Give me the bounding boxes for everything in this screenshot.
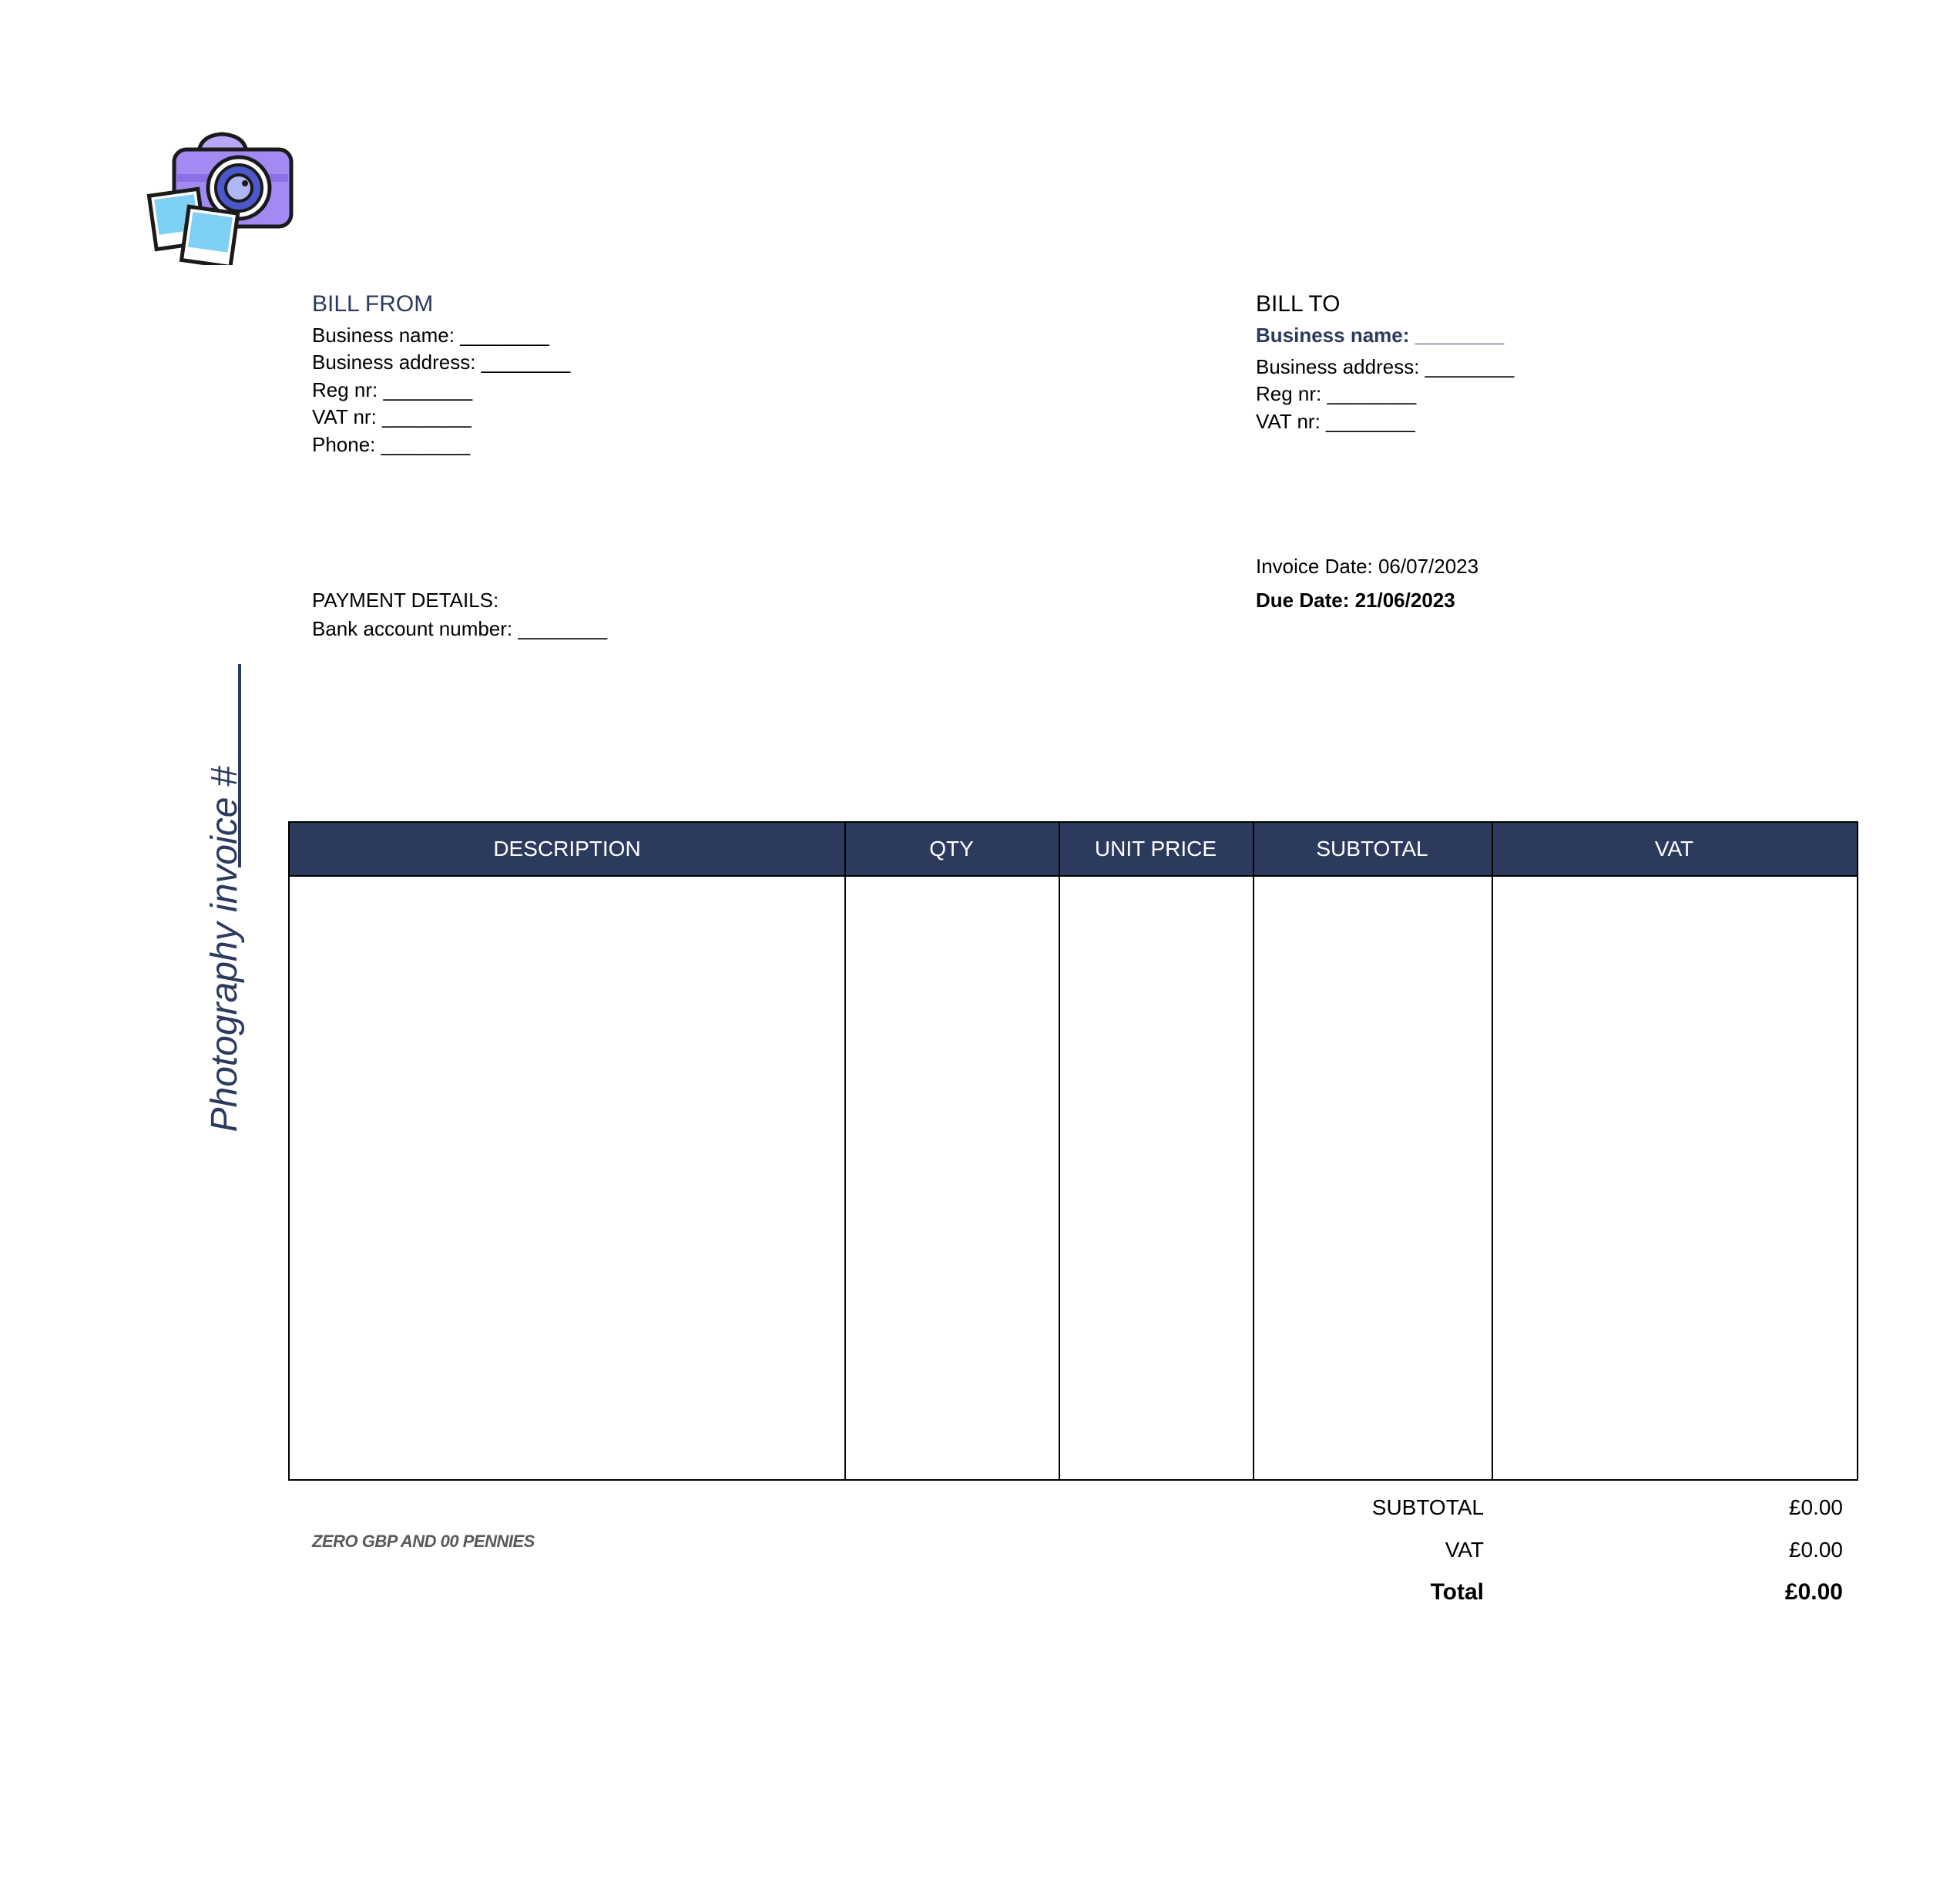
bill-to-vat-nr: VAT nr: ________ (1256, 410, 1415, 433)
column-divider (844, 823, 846, 1479)
bank-account-number: Bank account number: ________ (312, 617, 608, 640)
column-header-unit-price: UNIT PRICE (1094, 837, 1217, 861)
bill-from-reg-nr: Reg nr: ________ (312, 378, 473, 401)
document-title-container (202, 664, 248, 1234)
vat-value: £0.00 (1788, 1538, 1843, 1562)
subtotal-label: SUBTOTAL (1371, 1495, 1484, 1519)
vat-label: VAT (1445, 1538, 1484, 1562)
bill-to-business-name: Business name: ________ (1256, 324, 1505, 347)
amount-in-words: ZERO GBP AND 00 PENNIES (312, 1532, 535, 1551)
bill-to-reg-nr: Reg nr: ________ (1256, 382, 1417, 405)
bill-from-phone: Phone: ________ (312, 433, 471, 456)
column-header-subtotal: SUBTOTAL (1316, 837, 1428, 861)
bill-from-business-address: Business address: ________ (312, 351, 571, 374)
subtotal-value: £0.00 (1788, 1495, 1843, 1519)
table-header (290, 823, 1857, 877)
bill-from-heading: BILL FROM (312, 291, 434, 317)
column-divider (1492, 823, 1493, 1479)
total-label: Total (1430, 1579, 1484, 1605)
items-table (288, 821, 1858, 1481)
bill-from-vat-nr: VAT nr: ________ (312, 405, 472, 428)
total-value: £0.00 (1784, 1579, 1843, 1605)
invoice-date: Invoice Date: 06/07/2023 (1256, 555, 1479, 578)
column-divider (1253, 823, 1254, 1479)
column-header-qty: QTY (929, 837, 974, 861)
document-title: Photography invoice # (204, 766, 245, 1132)
bill-to-heading: BILL TO (1256, 291, 1341, 317)
column-header-description: DESCRIPTION (493, 837, 641, 861)
column-header-vat: VAT (1654, 837, 1694, 861)
bill-from-business-name: Business name: ________ (312, 324, 549, 347)
bill-to-business-address: Business address: ________ (1256, 355, 1515, 378)
due-date: Due Date: 21/06/2023 (1256, 589, 1455, 612)
column-divider (1059, 823, 1060, 1479)
camera-with-photos-icon (146, 129, 297, 265)
payment-details-heading: PAYMENT DETAILS: (312, 589, 499, 612)
